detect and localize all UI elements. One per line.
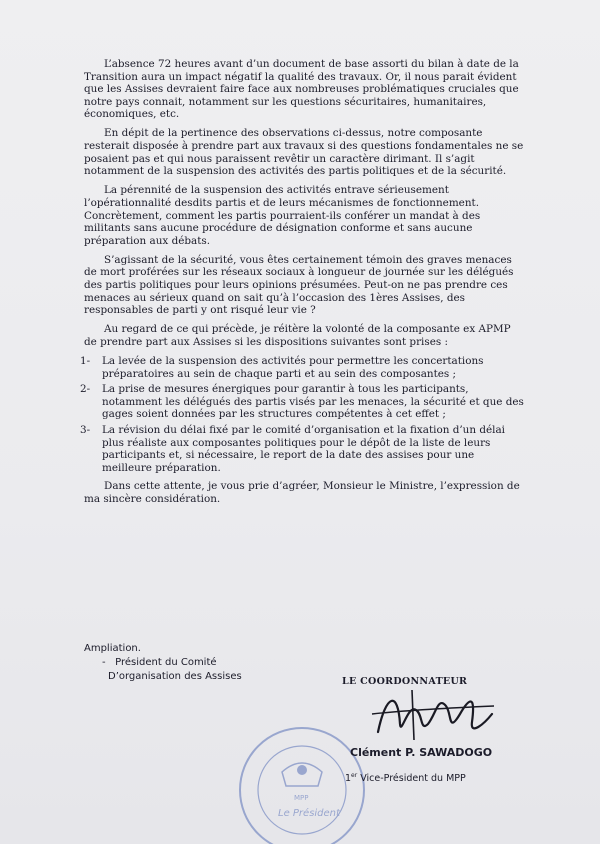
list-item-text: La révision du délai fixé par le comité d’organisation et la fixation d’un délai plus réaliste aux composantes politiques pour le dépôt de la liste de leurs participants et, si nécessaire, le report de la date des assises pour une meilleure préparation. xyxy=(102,423,505,474)
role-ordinal: 1 xyxy=(345,773,352,785)
stamp-acronym: MPP xyxy=(294,794,309,802)
role-ordinal-suffix: er xyxy=(351,772,358,779)
paragraph-participation: En dépit de la pertinence des observations ci-dessus, notre composante resterait disposée à prendre part aux travaux si des questions fondamentales ne se posaient pas et qui nous paraissent revêtir un caractère dirimant. Il s’agit notamment de la suspension des activités des partis politiques et de la sécurité. xyxy=(84,127,524,178)
list-item-number: 2- xyxy=(80,383,91,396)
paragraph-security: S’agissant de la sécurité, vous êtes certainement témoin des graves menaces de mort proférées sur les réseaux sociaux à longueur de journée sur les délégués des partis politiques pour leurs opinions présumées. Peut-on ne pas prendre ces menaces au sérieux quand on sait qu’à l’occasion des 1ères Assises, des responsables de parti y ont risqué leur vie ? xyxy=(84,253,514,317)
signatory-title: LE COORDONNATEUR xyxy=(342,676,468,687)
paragraph-conditions-intro: Au regard de ce qui précède, je réitère la volonté de la composante ex APMP de prendre part aux Assises si les dispositions suivantes sont prises : xyxy=(84,323,511,348)
letter-body xyxy=(80,58,524,512)
handwritten-signature xyxy=(368,684,498,744)
ampliation-block xyxy=(84,642,242,684)
ampliation-title: Ampliation. xyxy=(84,643,141,654)
list-item-text: La prise de mesures énergiques pour garantir à tous les participants, notamment les délégués des partis visés par les menaces, la sécurité et que des gages soient données par les structures compétentes à cet effet ; xyxy=(102,383,524,421)
list-item-text: La levée de la suspension des activités pour permettre les concertations préparatoires au sein de chaque parti et au sein des composantes ; xyxy=(102,354,484,380)
ampliation-recipient: Président du Comité xyxy=(115,657,217,668)
stamp-center-text: Le Président xyxy=(278,808,340,819)
list-item-number: 1- xyxy=(80,354,91,367)
dispositions-list xyxy=(80,354,524,474)
list-item-number: 3- xyxy=(80,423,91,436)
paragraph-suspension: La pérennité de la suspension des activités entrave sérieusement l’opérationnalité desdits partis et de leurs mécanismes de fonctionnement. Concrètement, comment les partis pourraient-ils conférer un mandat à des militants sans aucune procédure de désignation conforme et sans aucune préparation aux débats. xyxy=(84,184,481,247)
list-item xyxy=(80,383,524,421)
closing-paragraph: Dans cette attente, je vous prie d’agréer, Monsieur le Ministre, l’expression de ma sincère considération. xyxy=(84,480,520,505)
signatory-name: Clément P. SAWADOGO xyxy=(350,746,493,759)
ampliation-bullet: - xyxy=(102,657,106,668)
list-item xyxy=(80,423,524,474)
ampliation-recipient-line2: D’organisation des Assises xyxy=(108,671,242,682)
list-item xyxy=(80,354,524,380)
ampliation-recipient-line1 xyxy=(84,656,242,670)
role-text: Vice-Président du MPP xyxy=(357,773,466,785)
paragraph-documents: L’absence 72 heures avant d’un document de base assorti du bilan à date de la Transition aura un impact négatif la qualité des travaux. Or, il nous parait évident que les Assises devraient faire face aux nombreuses problématiques cruciales que notre pays connait, notamment sur les questions sécuritaires, humanitaires, économiques, etc. xyxy=(84,58,519,121)
signatory-role xyxy=(345,772,466,784)
